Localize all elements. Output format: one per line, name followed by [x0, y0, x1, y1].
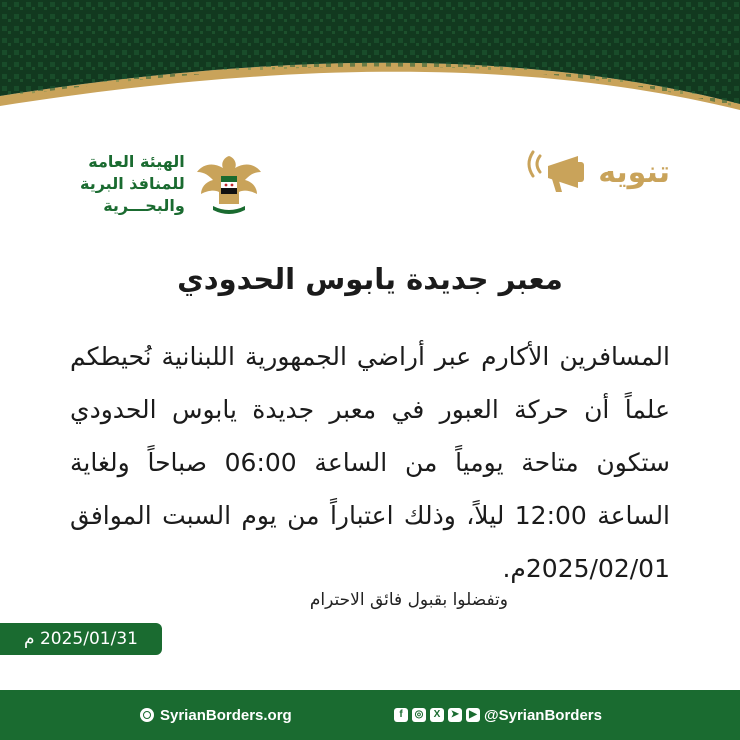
telegram-icon[interactable]: ➤ — [448, 708, 462, 722]
closing-line: وتفضلوا بقبول فائق الاحترام — [309, 590, 508, 610]
x-icon[interactable]: X — [430, 708, 444, 722]
facebook-icon[interactable]: f — [394, 708, 408, 722]
header-band — [0, 0, 740, 110]
footer-website[interactable] — [140, 690, 292, 740]
notice-badge — [526, 150, 670, 194]
eagle-emblem-icon — [193, 148, 265, 220]
social-handle: @SyrianBorders — [483, 706, 602, 724]
authority-name-line: والبحـــرية — [103, 196, 185, 215]
authority-name-line: للمنافذ البرية — [80, 174, 185, 193]
globe-icon — [140, 708, 154, 722]
instagram-icon[interactable]: ◎ — [412, 708, 426, 722]
footer-social[interactable] — [394, 690, 602, 740]
notice-label: تنويه — [598, 154, 670, 190]
authority-name — [80, 151, 185, 217]
authority-logo — [80, 148, 265, 220]
youtube-icon[interactable]: ▶ — [466, 708, 480, 722]
megaphone-icon — [526, 150, 588, 194]
website-label: SyrianBorders.org — [160, 706, 292, 724]
authority-name-line: الهيئة العامة — [88, 152, 185, 171]
body-text: المسافرين الأكارم عبر أراضي الجمهورية اللبنانية نُحيطكم علماً أن حركة العبور في معبر جديدة يابوس الحدودي ستكون متاحة يومياً من الساعة 06:00 صباحاً ولغاية الساعة 12:00 ليلاً، وذلك اعتباراً من يوم السبت الموافق 2025/02/01م. — [70, 342, 671, 583]
page-title: معبر جديدة يابوس الحدودي — [177, 262, 563, 296]
footer — [0, 690, 740, 740]
date-badge: 2025/01/31 م — [0, 623, 162, 655]
